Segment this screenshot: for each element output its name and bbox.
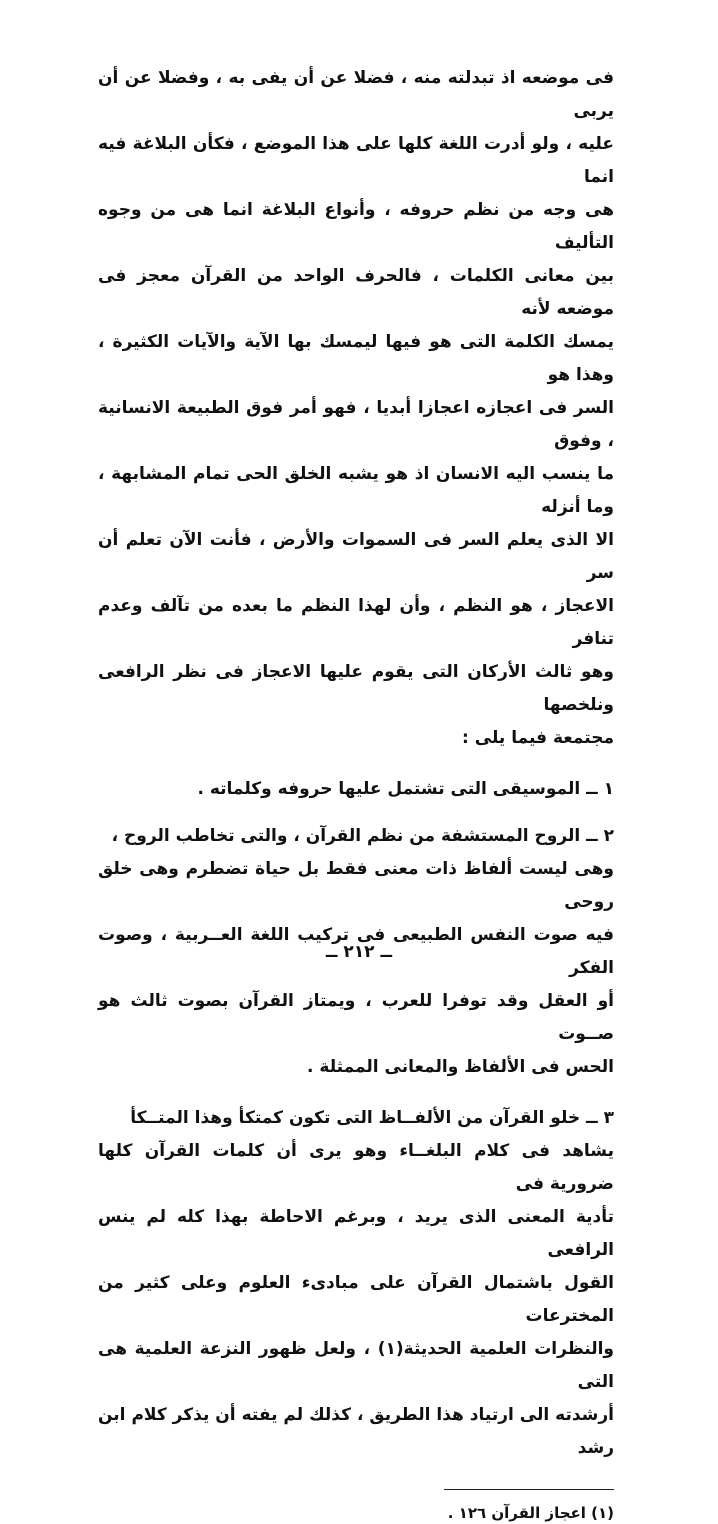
list-item-line: والنظرات العلمية الحديثة(١) ، ولعل ظهور النزعة العلمية هى التى (98, 1339, 614, 1392)
list-item-line: تأدية المعنى الذى يريد ، وبرغم الاحاطة بهذا كله لم ينس الرافعى (98, 1207, 614, 1260)
paragraph-line: السر فى اعجازه اعجازا أبديا ، فهو أمر فوق الطبيعة الانسانية ، وفوق (98, 398, 614, 451)
list-item-3 (98, 1102, 614, 1465)
list-item-line: الحس فى الألفاظ والمعانى الممثلة . (307, 1057, 614, 1077)
paragraph-line: عليه ، ولو أدرت اللغة كلها على هذا الموضع ، فكأن البلاغة فيه انما (98, 134, 614, 187)
paragraph-line: فى موضعه اذ تبدلته منه ، فضلا عن أن يفى به ، وفضلا عن أن يربى (98, 68, 614, 121)
list-item-line: أرشدته الى ارتياد هذا الطريق ، كذلك لم يفته أن يذكر كلام ابن رشد (98, 1405, 614, 1458)
list-item-line: أو العقل وقد توفرا للعرب ، ويمتاز القرآن بصوت ثالث هو صــوت (98, 991, 614, 1044)
paragraph-line: الاعجاز ، هو النظم ، وأن لهذا النظم ما بعده من تآلف وعدم تنافر (98, 596, 614, 649)
list-item-line: القول باشتمال القرآن على مبادىء العلوم وعلى كثير من المخترعات (98, 1273, 614, 1326)
paragraph-line: وهو ثالث الأركان التى يقوم عليها الاعجاز فى نظر الرافعى ونلخصها (98, 662, 614, 715)
list-item-line: ١ ــ الموسيقى التى تشتمل عليها حروفه وكلماته . (197, 779, 614, 799)
footnote: (١) اعجاز القرآن ١٢٦ . (447, 1504, 614, 1522)
main-paragraph (98, 62, 614, 755)
paragraph-line: يمسك الكلمة التى هو فيها ليمسك بها الآية والآيات الكثيرة ، وهذا هو (98, 332, 614, 385)
list-item-1 (98, 773, 614, 806)
paragraph-line: بين معانى الكلمات ، فالحرف الواحد من القرآن معجز فى موضعه لأنه (98, 266, 614, 319)
paragraph-line: ما ينسب اليه الانسان اذ هو يشبه الخلق الحى تمام المشابهة ، وما أنزله (98, 464, 614, 517)
paragraph-line: الا الذى يعلم السر فى السموات والأرض ، فأنت الآن تعلم أن سر (98, 530, 614, 583)
footnote-divider (444, 1489, 614, 1490)
list-item-line: ٢ ــ الروح المستشفة من نظم القرآن ، والتى تخاطب الروح ، (111, 826, 614, 846)
list-item-line: فيه صوت النفس الطبيعى فى تركيب اللغة العــربية ، وصوت الفكر (98, 925, 614, 978)
paragraph-line: مجتمعة فيما يلى : (462, 728, 614, 748)
page-number: ــ ٢١٢ ــ (325, 942, 393, 962)
list-item-line: ٣ ــ خلو القرآن من الألفــاظ التى تكون كمتكأ وهذا المتــكأ (130, 1108, 614, 1128)
list-item-line: وهى ليست ألفاظ ذات معنى فقط بل حياة تضطرم وهى خلق روحى (98, 859, 614, 912)
list-item-line: يشاهد فى كلام البلغــاء وهو يرى أن كلمات القرآن كلها ضرورية فى (98, 1141, 614, 1194)
paragraph-line: هى وجه من نظم حروفه ، وأنواع البلاغة انما هى من وجوه التأليف (98, 200, 614, 253)
